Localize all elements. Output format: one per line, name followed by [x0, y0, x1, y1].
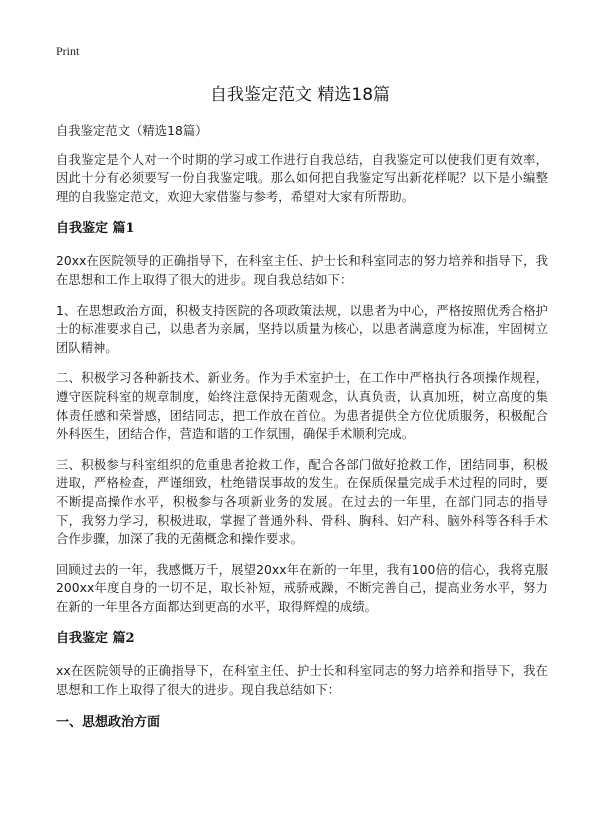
section-heading-1: 自我鉴定 篇1 — [56, 221, 135, 237]
intro-paragraph: 自我鉴定是个人对一个时期的学习或工作进行自我总结，自我鉴定可以使我们更有效率，因此十分有必须要写一份自我鉴定哦。那么如何把自我鉴定写出新花样呢？以下是小编整理的自我鉴定范文，欢迎大家借鉴与参考，希望对大家有所帮助。 — [56, 152, 548, 204]
section-heading-2: 自我鉴定 篇2 — [56, 631, 135, 647]
page-title: 自我鉴定范文 精选18篇 — [209, 85, 391, 105]
paragraph: 二、积极学习各种新技术、新业务。作为手术室护士，在工作中严格执行各项操作规程，遵守医院科室的规章制度，始终注意保持无菌观念，认真负责，认真加班，树立高度的集体责任感和荣誉感，团结同志，把工作放在首位。为患者提供全方位优质服务，积极配合外科医生，团结合作，营造和谐的工作氛围，确保手术顺利完成。 — [56, 371, 548, 442]
print-link[interactable]: Print — [56, 44, 80, 58]
paragraph: 20xx在医院领导的正确指导下，在科室主任、护士长和科室同志的努力培养和指导下，我在思想和工作上取得了很大的进步。现自我总结如下： — [56, 254, 548, 287]
paragraph: xx在医院领导的正确指导下，在科室主任、护士长和科室同志的努力培养和指导下，我在思想和工作上取得了很大的进步。现自我总结如下： — [56, 664, 548, 698]
paragraph: 回顾过去的一年，我感慨万千，展望20xx年在新的一年里，我有100倍的信心，我将克服200xx年度自身的一切不足，取长补短，戒骄戒躁，不断完善自己，提高业务水平，努力在新的一年里各方面都达到更高的水平，取得辉煌的成绩。 — [56, 562, 548, 614]
paragraph: 1、在思想政治方面，积极支持医院的各项政策法规，以患者为中心，严格按照优秀合格护士的标准要求自己，以患者为亲属，坚持以质量为核心，以患者满意度为标准，牢固树立团队精神。 — [56, 303, 548, 355]
article-subtitle: 自我鉴定范文（精选18篇） — [56, 124, 208, 138]
article-body — [56, 122, 548, 746]
subsection-heading: 一、思想政治方面 — [56, 714, 161, 730]
paragraph: 三、积极参与科室组织的危重患者抢救工作，配合各部门做好抢救工作，团结同事，积极进取，严格检查，严谨细致，杜绝错误事故的发生。在保质保量完成手术过程的同时，要不断提高操作水平，积极参与各项新业务的发展。在过去的一年里，在部门同志的指导下，我努力学习，积极进取，掌握了普通外科、骨科、胸科、妇产科、脑外科等各科手术合作步骤，加深了我的无菌概念和操作要求。 — [56, 457, 548, 547]
